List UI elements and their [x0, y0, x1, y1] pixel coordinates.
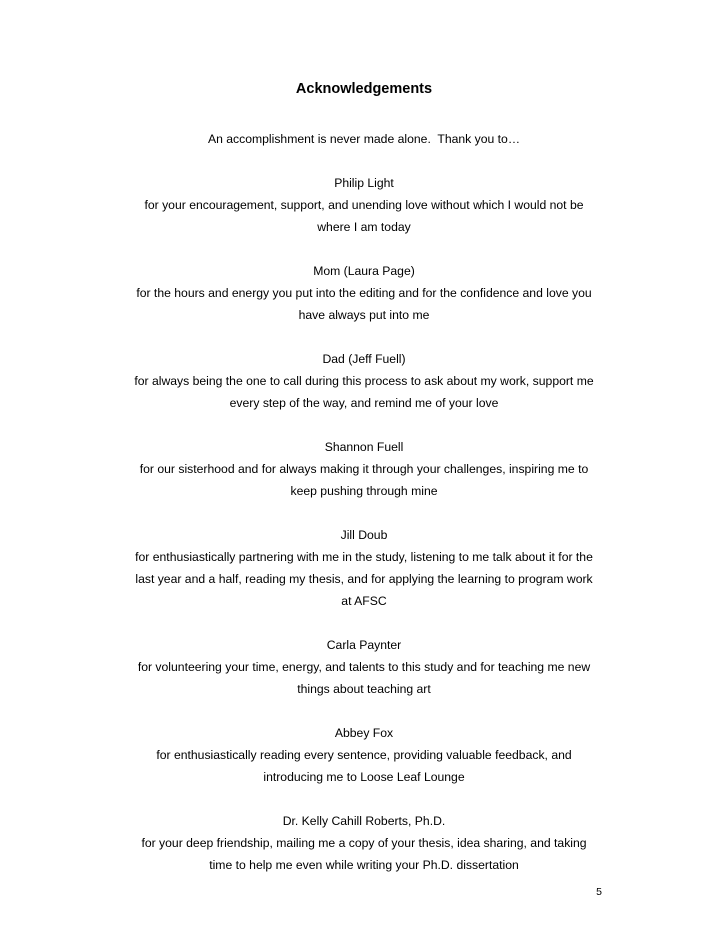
page-number: 5 — [596, 886, 602, 898]
acknowledgement-entry — [0, 722, 728, 788]
acknowledgement-text: last year and a half, reading my thesis, and for applying the learning to program work — [135, 572, 593, 586]
acknowledgement-entry — [0, 524, 728, 612]
acknowledgement-text: keep pushing through mine — [290, 484, 438, 498]
acknowledgee-name: Jill Doub — [340, 528, 388, 542]
acknowledgement-text: for volunteering your time, energy, and talents to this study and for teaching me new — [137, 660, 591, 674]
acknowledgement-text: for your deep friendship, mailing me a copy of your thesis, idea sharing, and taking — [141, 836, 587, 850]
acknowledgee-name: Abbey Fox — [334, 726, 394, 740]
acknowledgement-text: for enthusiastically partnering with me in the study, listening to me talk about it for the — [135, 550, 593, 564]
page-title: Acknowledgements — [295, 81, 433, 97]
acknowledgee-name: Philip Light — [334, 176, 394, 190]
acknowledgee-name: Dr. Kelly Cahill Roberts, Ph.D. — [282, 814, 446, 828]
intro-text: An accomplishment is never made alone. Thank you to… — [207, 132, 521, 146]
acknowledgement-text: for the hours and energy you put into the editing and for the confidence and love you — [136, 286, 592, 300]
acknowledgee-name: Shannon Fuell — [324, 440, 404, 454]
acknowledgement-text: for your encouragement, support, and unending love without which I would not be — [144, 198, 584, 212]
acknowledgement-entry — [0, 810, 728, 876]
acknowledgement-entry — [0, 172, 728, 238]
acknowledgement-text: every step of the way, and remind me of your love — [229, 396, 499, 410]
acknowledgement-text: for enthusiastically reading every sentence, providing valuable feedback, and — [156, 748, 572, 762]
acknowledgement-list — [0, 172, 728, 898]
acknowledgee-name: Mom (Laura Page) — [313, 264, 415, 278]
acknowledgement-entry — [0, 348, 728, 414]
acknowledgement-text: introducing me to Loose Leaf Lounge — [263, 770, 465, 784]
acknowledgement-entry — [0, 260, 728, 326]
acknowledgement-text: time to help me even while writing your Ph.D. dissertation — [209, 858, 519, 872]
acknowledgement-entry — [0, 436, 728, 502]
acknowledgee-name: Dad (Jeff Fuell) — [322, 352, 406, 366]
acknowledgement-text: for always being the one to call during this process to ask about my work, support me — [134, 374, 594, 388]
acknowledgement-text: things about teaching art — [297, 682, 431, 696]
acknowledgement-entry — [0, 634, 728, 700]
acknowledgement-text: have always put into me — [298, 308, 430, 322]
acknowledgement-text: for our sisterhood and for always making it through your challenges, inspiring me to — [139, 462, 589, 476]
acknowledgee-name: Carla Paynter — [326, 638, 402, 652]
acknowledgement-text: where I am today — [317, 220, 411, 234]
acknowledgement-text: at AFSC — [341, 594, 387, 608]
